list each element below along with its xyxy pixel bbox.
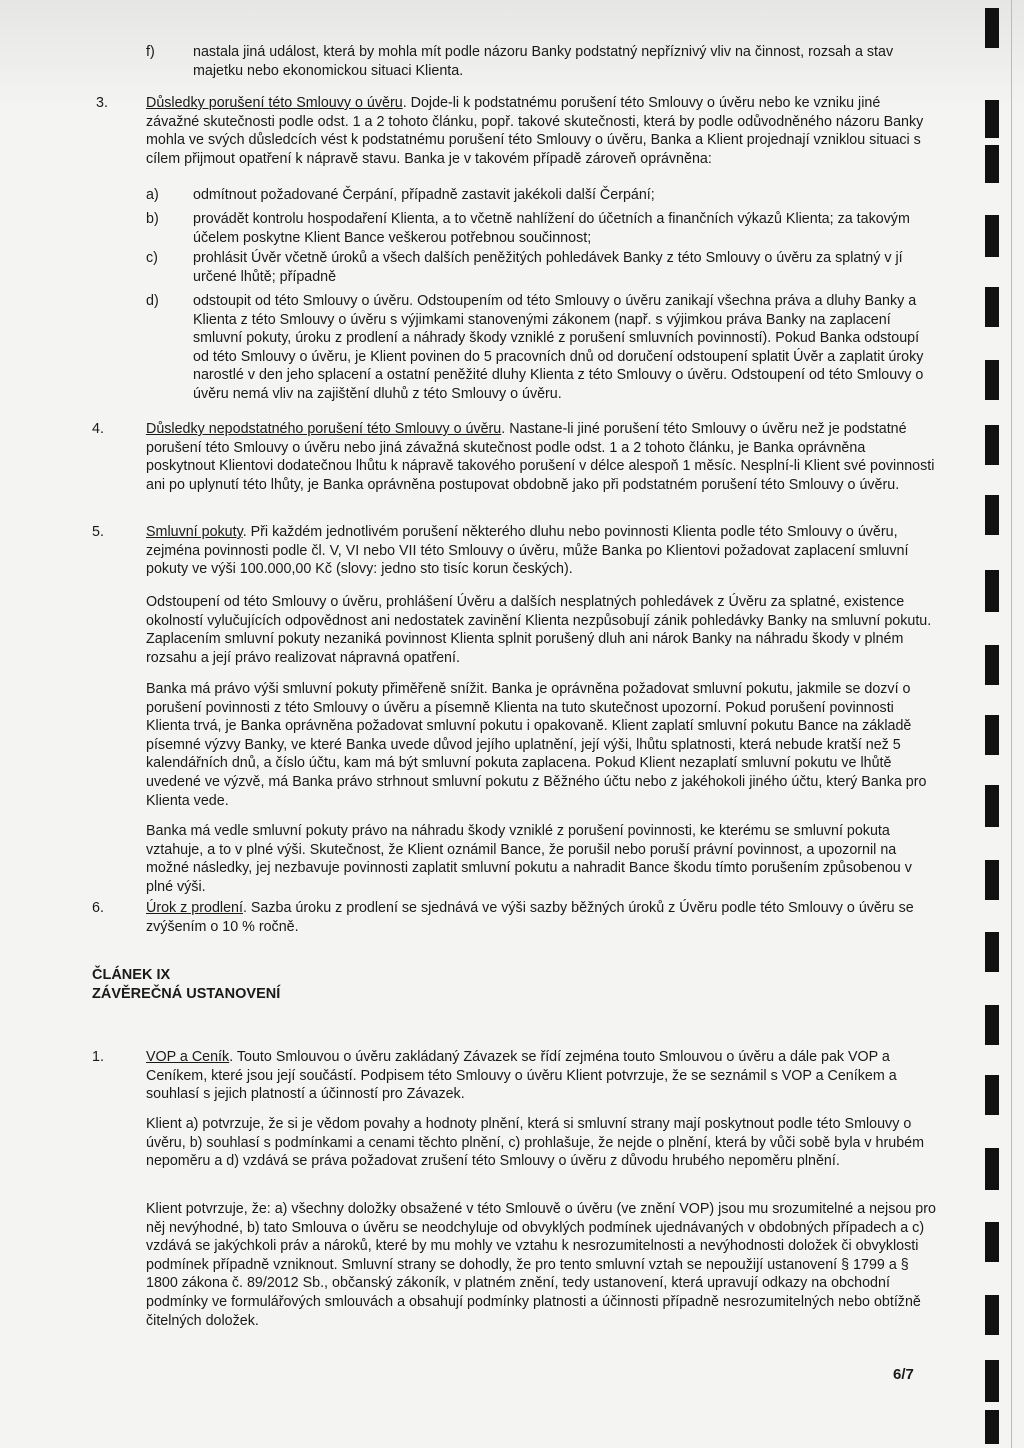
binding-mark <box>985 860 999 900</box>
section-3-title: Důsledky porušení této Smlouvy o úvěru <box>146 95 403 111</box>
section-6-paragraph <box>146 899 936 936</box>
binding-mark <box>985 215 999 257</box>
binding-mark <box>985 715 999 755</box>
binding-mark <box>985 360 999 400</box>
item-f-text: nastala jiná událost, která by mohla mít podle názoru Banky podstatný nepříznivý vliv na činnost, rozsah a stav majetku nebo ekonomickou situaci Klienta. <box>193 44 894 79</box>
binding-mark <box>985 495 999 535</box>
article-number: ČLÁNEK IX <box>92 967 171 983</box>
section-3a-label: a) <box>146 187 159 203</box>
binding-strip <box>980 0 1024 1448</box>
section-3a-text: odmítnout požadované Čerpání, případně zastavit jakékoli další Čerpání; <box>193 187 655 203</box>
binding-mark <box>985 1222 999 1262</box>
binding-mark <box>985 1360 999 1402</box>
article-1-paragraph-3: Klient potvrzuje, že: a) všechny doložky obsažené v této Smlouvě o úvěru (ve znění VOP) jsou mu srozumitelné a nejsou pro něj nevýhodné, b) tato Smlouva o úvěru se neodchyluje od obvyklých podmínek ujednávaných v obdobných případech a c) vzdává se jakýchkoli práv a nároků, které by mu mohly ve vztahu k nesrozumitelnosti a nevýhodnosti doložek či obvyklosti podmínek případně vzniknout. Smluvní strany se dohodly, že pro tento smluvní vztah se nepoužijí ustanovení § 1799 a § 1800 zákona č. 89/2012 Sb., občanský zákoník, v platném znění, tedy ustanovení, která upravují odkazy na obchodní podmínky ve formulářových smlouvách a obsahují podmínky platnosti a účinnosti případně nesrozumitelných nebo obtížně čitelných doložek. <box>146 1201 936 1329</box>
section-3b-label: b) <box>146 211 159 227</box>
section-6-title: Úrok z prodlení <box>146 900 243 916</box>
section-6-number: 6. <box>92 900 104 916</box>
section-3d-label: d) <box>146 293 159 309</box>
section-3b-text: provádět kontrolu hospodaření Klienta, a to včetně nahlížení do účetních a finančních výkazů Klienta; za takovým účelem poskytne Klient Bance veškerou potřebnou součinnost; <box>193 211 910 246</box>
item-f-label: f) <box>146 44 155 60</box>
section-3-paragraph <box>146 94 936 168</box>
section-3-text: . Dojde-li k podstatnému porušení této Smlouvy o úvěru nebo ke vzniku jiné závažné skutečnosti podle odst. 1 a 2 tohoto článku, popř. takové skutečnosti, která by podle odůvodněného názoru Banky mohla ve svých důsledcích vést k podstatnému porušení této Smlouvy o úvěru, Banka a Klient projednají vzniklou situaci s cílem přijmout opatření k nápravě stavu. Banka je v takovém případě zároveň oprávněna: <box>146 95 924 167</box>
binding-mark <box>985 100 999 138</box>
binding-mark <box>985 425 999 465</box>
section-5-paragraph <box>146 523 936 579</box>
binding-mark <box>985 1075 999 1115</box>
section-5-paragraph-4: Banka má vedle smluvní pokuty právo na náhradu škody vzniklé z porušení povinnosti, ke kterému se smluvní pokuta vztahuje, a to v plné výši. Skutečnost, že Klient oznámil Bance, že porušil nebo poruší právní povinnost, a upozornil na možné následky, jej nezbavuje povinnosti zaplatit smluvní pokutu a nahradit Bance škodu tímto porušením způsobenou v plné výši. <box>146 823 912 895</box>
section-4-number: 4. <box>92 421 104 437</box>
article-1-number: 1. <box>92 1049 104 1065</box>
section-5-number: 5. <box>92 524 104 540</box>
binding-mark <box>985 785 999 827</box>
section-3-number: 3. <box>96 95 108 111</box>
article-title: ZÁVĚREČNÁ USTANOVENÍ <box>92 986 281 1002</box>
section-5-title: Smluvní pokuty <box>146 524 243 540</box>
binding-mark <box>985 1295 999 1335</box>
section-5-paragraph-3: Banka má právo výši smluvní pokuty přiměřeně snížit. Banka je oprávněna požadovat smluvní pokutu, jakmile se dozví o porušení povinnosti z této Smlouvy o úvěru a písemně Klienta na tuto skutečnost upozorní. Pokud porušení povinnosti Klienta trvá, je Banka oprávněna požadovat smluvní pokutu i opakovaně. Klient zaplatí smluvní pokutu Bance na základě písemné výzvy Banky, ve které Banka uvede důvod jejího uplatnění, její výši, lhůtu splatnosti, která nebude kratší než 5 kalendářních dnů, a číslo účtu, kam má být smluvní pokuta zaplacena. Pokud Klient nezaplatí smluvní pokutu ve lhůtě uvedené ve výzvě, má Banka právo strhnout smluvní pokutu z Běžného účtu nebo z jakéhokoli jiného účtu, který Banka pro Klienta vede. <box>146 681 927 809</box>
binding-mark <box>985 1148 999 1190</box>
section-3c-label: c) <box>146 250 158 266</box>
binding-mark <box>985 1410 999 1444</box>
binding-mark <box>985 932 999 972</box>
page-number: 6/7 <box>893 1366 914 1383</box>
article-1-paragraph <box>146 1048 936 1104</box>
binding-mark <box>985 570 999 612</box>
binding-mark <box>985 8 999 48</box>
binding-mark <box>985 1005 999 1045</box>
binding-mark <box>985 645 999 685</box>
section-6-text: . Sazba úroku z prodlení se sjednává ve výši sazby běžných úroků z Úvěru podle této Smlouvy o úvěru se zvýšením o 10 % ročně. <box>146 900 914 935</box>
section-5-text: . Při každém jednotlivém porušení některého dluhu nebo povinnosti Klienta podle této Smlouvy o úvěru, zejména povinnosti podle čl. V, VI nebo VII této Smlouvy o úvěru, může Banka po Klientovi požadovat zaplacení smluvní pokuty ve výši 100.000,00 Kč (slovy: jedno sto tisíc korun českých). <box>146 524 909 578</box>
article-1-title: VOP a Ceník <box>146 1049 230 1065</box>
section-4-title: Důsledky nepodstatného porušení této Smlouvy o úvěru <box>146 421 502 437</box>
section-4-text: . Nastane-li jiné porušení této Smlouvy o úvěru než je podstatné porušení této Smlouvy o úvěru nebo jiná závažná skutečnost podle odst. 1 a 2 tohoto článku, je Banka oprávněna poskytnout Klientovi dodatečnou lhůtu k nápravě takového porušení v délce alespoň 1 měsíc. Nesplní-li Klient své povinnosti ani po uplynutí této lhůty, je Banka oprávněna postupovat obdobně jako při podstatném porušení této Smlouvy o úvěru. <box>146 421 935 493</box>
article-1-paragraph-2: Klient a) potvrzuje, že si je vědom povahy a hodnoty plnění, která si smluvní strany mají poskytnout podle této Smlouvy o úvěru, b) souhlasí s podmínkami a cenami těchto plnění, c) prohlašuje, že nejde o plnění, která by vůči sobě byla v hrubém nepoměru a d) vzdává se práva požadovat zrušení této Smlouvy o úvěru z důvodu hrubého nepoměru plnění. <box>146 1116 925 1170</box>
section-3c-text: prohlásit Úvěr včetně úroků a všech dalších peněžitých pohledávek Banky z této Smlouvy o úvěru za splatný v jí určené lhůtě; případně <box>193 250 903 285</box>
binding-mark <box>985 145 999 183</box>
article-1-text: . Touto Smlouvou o úvěru zakládaný Závazek se řídí zejména touto Smlouvou o úvěru a dále pak VOP a Ceníkem, které jsou její součástí. Podpisem této Smlouvy o úvěru Klient potvrzuje, že se seznámil s VOP a Ceníkem a souhlasí s jejich platností a účinností pro Závazek. <box>146 1049 897 1103</box>
section-5-paragraph-2: Odstoupení od této Smlouvy o úvěru, prohlášení Úvěru a dalších nesplatných pohledávek z Úvěru za splatné, existence okolností vylučujících odpovědnost ani nedostatek zavinění Klienta nezpůsobují zánik pohledávky Banky na smluvní pokutu. Zaplacením smluvní pokuty nezaniká povinnost Klienta splnit porušený dluh ani nárok Banky na náhradu škody v plném rozsahu a její právo realizovat nápravná opatření. <box>146 594 932 666</box>
binding-mark <box>985 287 999 327</box>
section-4-paragraph <box>146 420 936 494</box>
section-3d-text: odstoupit od této Smlouvy o úvěru. Odstoupením od této Smlouvy o úvěru zanikají všechna práva a dluhy Banky a Klienta z této Smlouvy o úvěru s výjimkami stanovenými zákonem (např. s výjimkou práva Banky na zaplacení smluvní pokuty, úroku z prodlení a náhrady škody vzniklé z porušení smluvních povinností). Pokud Banka odstoupí od této Smlouvy o úvěru, je Klient povinen do 5 pracovních dnů od doručení odstoupení splatit Úvěr a zaplatit úroky narostlé v den jeho splacení a ostatní peněžité dluhy Klienta z této Smlouvy o úvěru. Odstoupení od této Smlouvy o úvěru nemá vliv na zajištění dluhů z této Smlouvy o úvěru. <box>193 293 924 402</box>
